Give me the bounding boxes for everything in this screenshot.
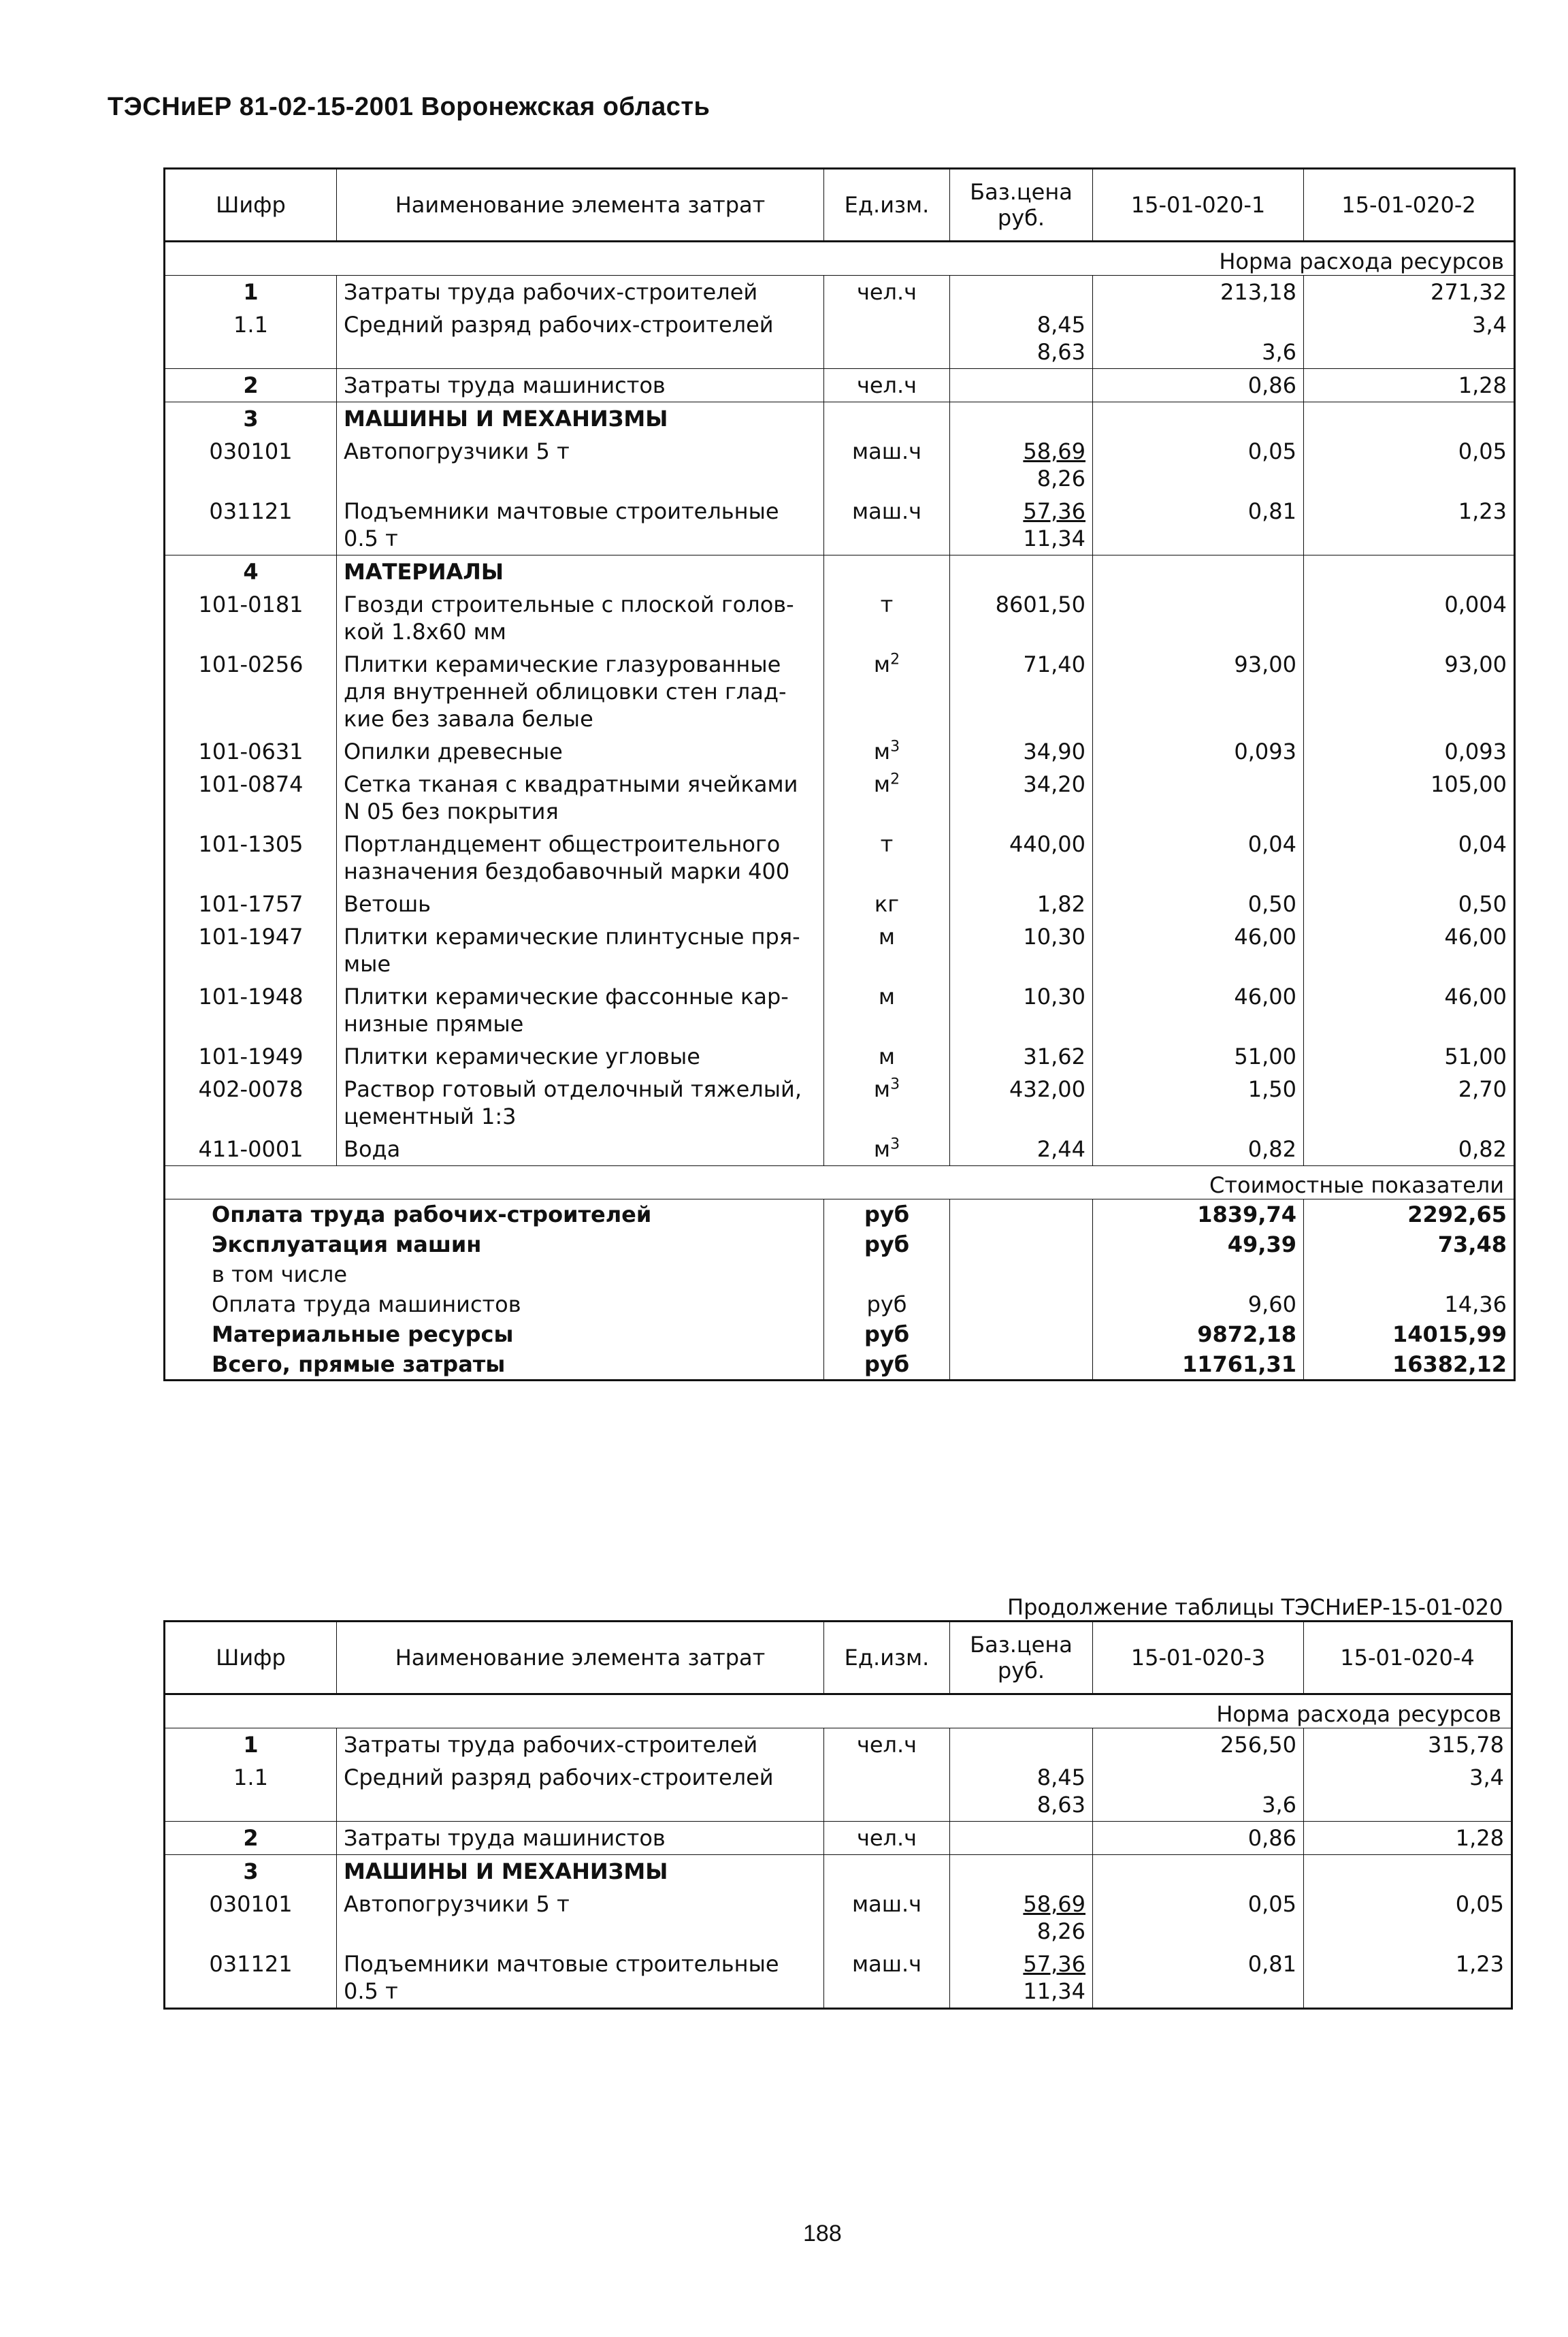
table-header-row: [165, 169, 1515, 242]
material-row: 101-0631 Опилки древесные $м^3$ 34,90 0,093 0,093: [165, 735, 1515, 768]
norm-label: Норма расхода ресурсов: [165, 242, 1515, 276]
section-row-machines: 3 МАШИНЫ И МЕХАНИЗМЫ: [165, 1855, 1512, 1888]
header-col-b: 15-01-020-4: [1304, 1622, 1512, 1694]
table-row: 030101 Автопогрузчики 5 т маш.ч 58,69 8,26 0,05 0,05: [165, 1888, 1512, 1948]
table-row: 2 Затраты труда машинистов чел.ч 0,86 1,28: [165, 1822, 1512, 1855]
resource-table-2: [163, 1620, 1513, 2010]
header-price: Баз.цена руб.: [950, 169, 1093, 242]
header-col-a: 15-01-020-3: [1093, 1622, 1304, 1694]
header-col-a: 15-01-020-1: [1093, 169, 1304, 242]
cost-label-row: [165, 1166, 1515, 1199]
total-row: в том числе: [165, 1259, 1515, 1289]
material-row: 101-1947 Плитки керамические плинтусные пря-мые м 10,30 46,00 46,00: [165, 920, 1515, 980]
table-row: 031121 Подъемники мачтовые строительные 0.5 т маш.ч 57,36 11,34 0,81 1,23: [165, 495, 1515, 555]
materials-list: [165, 588, 1515, 1166]
table-row: 1 Затраты труда рабочих-строителей чел.ч 213,18 271,32: [165, 276, 1515, 309]
total-row: Оплата труда машинистов руб 9,60 14,36: [165, 1289, 1515, 1319]
total-row: Оплата труда рабочих-строителей руб 1839,74 2292,65: [165, 1199, 1515, 1230]
total-row: Эксплуатация машин руб 49,39 73,48: [165, 1229, 1515, 1259]
material-unit: $м^3$: [824, 1133, 950, 1166]
material-unit: т: [824, 828, 950, 888]
table-row: 030101 Автопогрузчики 5 т маш.ч 58,69 8,26 0,05 0,05: [165, 435, 1515, 495]
material-unit: м: [824, 920, 950, 980]
cost-label: Стоимостные показатели: [165, 1166, 1515, 1199]
header-col-b: 15-01-020-2: [1304, 169, 1515, 242]
table-row: 031121 Подъемники мачтовые строительные 0.5 т маш.ч 57,36 11,34 0,81 1,23: [165, 1948, 1512, 2009]
material-unit: $м^3$: [824, 735, 950, 768]
material-row: 101-1949 Плитки керамические угловые м 31,62 51,00 51,00: [165, 1040, 1515, 1073]
material-unit: м: [824, 980, 950, 1040]
material-row: 402-0078 Раствор готовый отделочный тяжелый, цементный 1:3 $м^3$ 432,00 1,50 2,70: [165, 1073, 1515, 1133]
total-row: Всего, прямые затраты руб 11761,31 16382,12: [165, 1349, 1515, 1381]
header-unit: Ед.изм.: [824, 1622, 950, 1694]
material-row: 101-0256 Плитки керамические глазурованные для внутренней облицовки стен глад-кие без завала белые $м^2$ 71,40 93,00 93,00: [165, 648, 1515, 735]
material-row: 101-1948 Плитки керамические фассонные кар-низные прямые м 10,30 46,00 46,00: [165, 980, 1515, 1040]
header-unit: Ед.изм.: [824, 169, 950, 242]
material-unit: $м^2$: [824, 768, 950, 828]
table-row: 1 Затраты труда рабочих-строителей чел.ч 256,50 315,78: [165, 1728, 1512, 1762]
header-code: Шифр: [165, 169, 337, 242]
header-name: Наименование элемента затрат: [337, 169, 824, 242]
material-row: 101-1757 Ветошь кг 1,82 0,50 0,50: [165, 888, 1515, 920]
material-unit: кг: [824, 888, 950, 920]
material-row: 411-0001 Вода $м^3$ 2,44 0,82 0,82: [165, 1133, 1515, 1166]
header-name: Наименование элемента затрат: [337, 1622, 824, 1694]
header-price: Баз.цена руб.: [950, 1622, 1093, 1694]
page-number: 188: [803, 2221, 842, 2246]
total-row: Материальные ресурсы руб 9872,18 14015,99: [165, 1319, 1515, 1349]
material-row: 101-1305 Портландцемент общестроительного назначения бездобавочный марки 400 т 440,00 0,04 0,04: [165, 828, 1515, 888]
material-unit: т: [824, 588, 950, 648]
section-row-materials: 4 МАТЕРИАЛЫ: [165, 555, 1515, 589]
norm-label-row: [165, 1694, 1512, 1728]
section-row-machines: 3 МАШИНЫ И МЕХАНИЗМЫ: [165, 402, 1515, 436]
material-unit: $м^3$: [824, 1073, 950, 1133]
norm-label-row: [165, 242, 1515, 276]
material-row: 101-0874 Сетка тканая с квадратными ячейками N 05 без покрытия $м^2$ 34,20 105,00: [165, 768, 1515, 828]
continuation-caption: Продолжение таблицы ТЭСНиЕР-15-01-020: [1007, 1594, 1503, 1620]
table-row: 2 Затраты труда машинистов чел.ч 0,86 1,28: [165, 369, 1515, 402]
table-row: 1.1 Средний разряд рабочих-строителей 8,45 8,63 3,6 3,4: [165, 308, 1515, 369]
resource-table-1: [163, 167, 1516, 1381]
table-row: 1.1 Средний разряд рабочих-строителей 8,45 8,63 3,6 3,4: [165, 1761, 1512, 1822]
table-header-row: [165, 1622, 1512, 1694]
material-unit: м: [824, 1040, 950, 1073]
totals-list: [165, 1199, 1515, 1381]
material-row: 101-0181 Гвозди строительные с плоской голов-кой 1.8х60 мм т 8601,50 0,004: [165, 588, 1515, 648]
header-code: Шифр: [165, 1622, 337, 1694]
document-title: ТЭСНиЕР 81-02-15-2001 Воронежская область: [108, 93, 710, 121]
norm-label: Норма расхода ресурсов: [165, 1694, 1512, 1728]
material-unit: $м^2$: [824, 648, 950, 735]
